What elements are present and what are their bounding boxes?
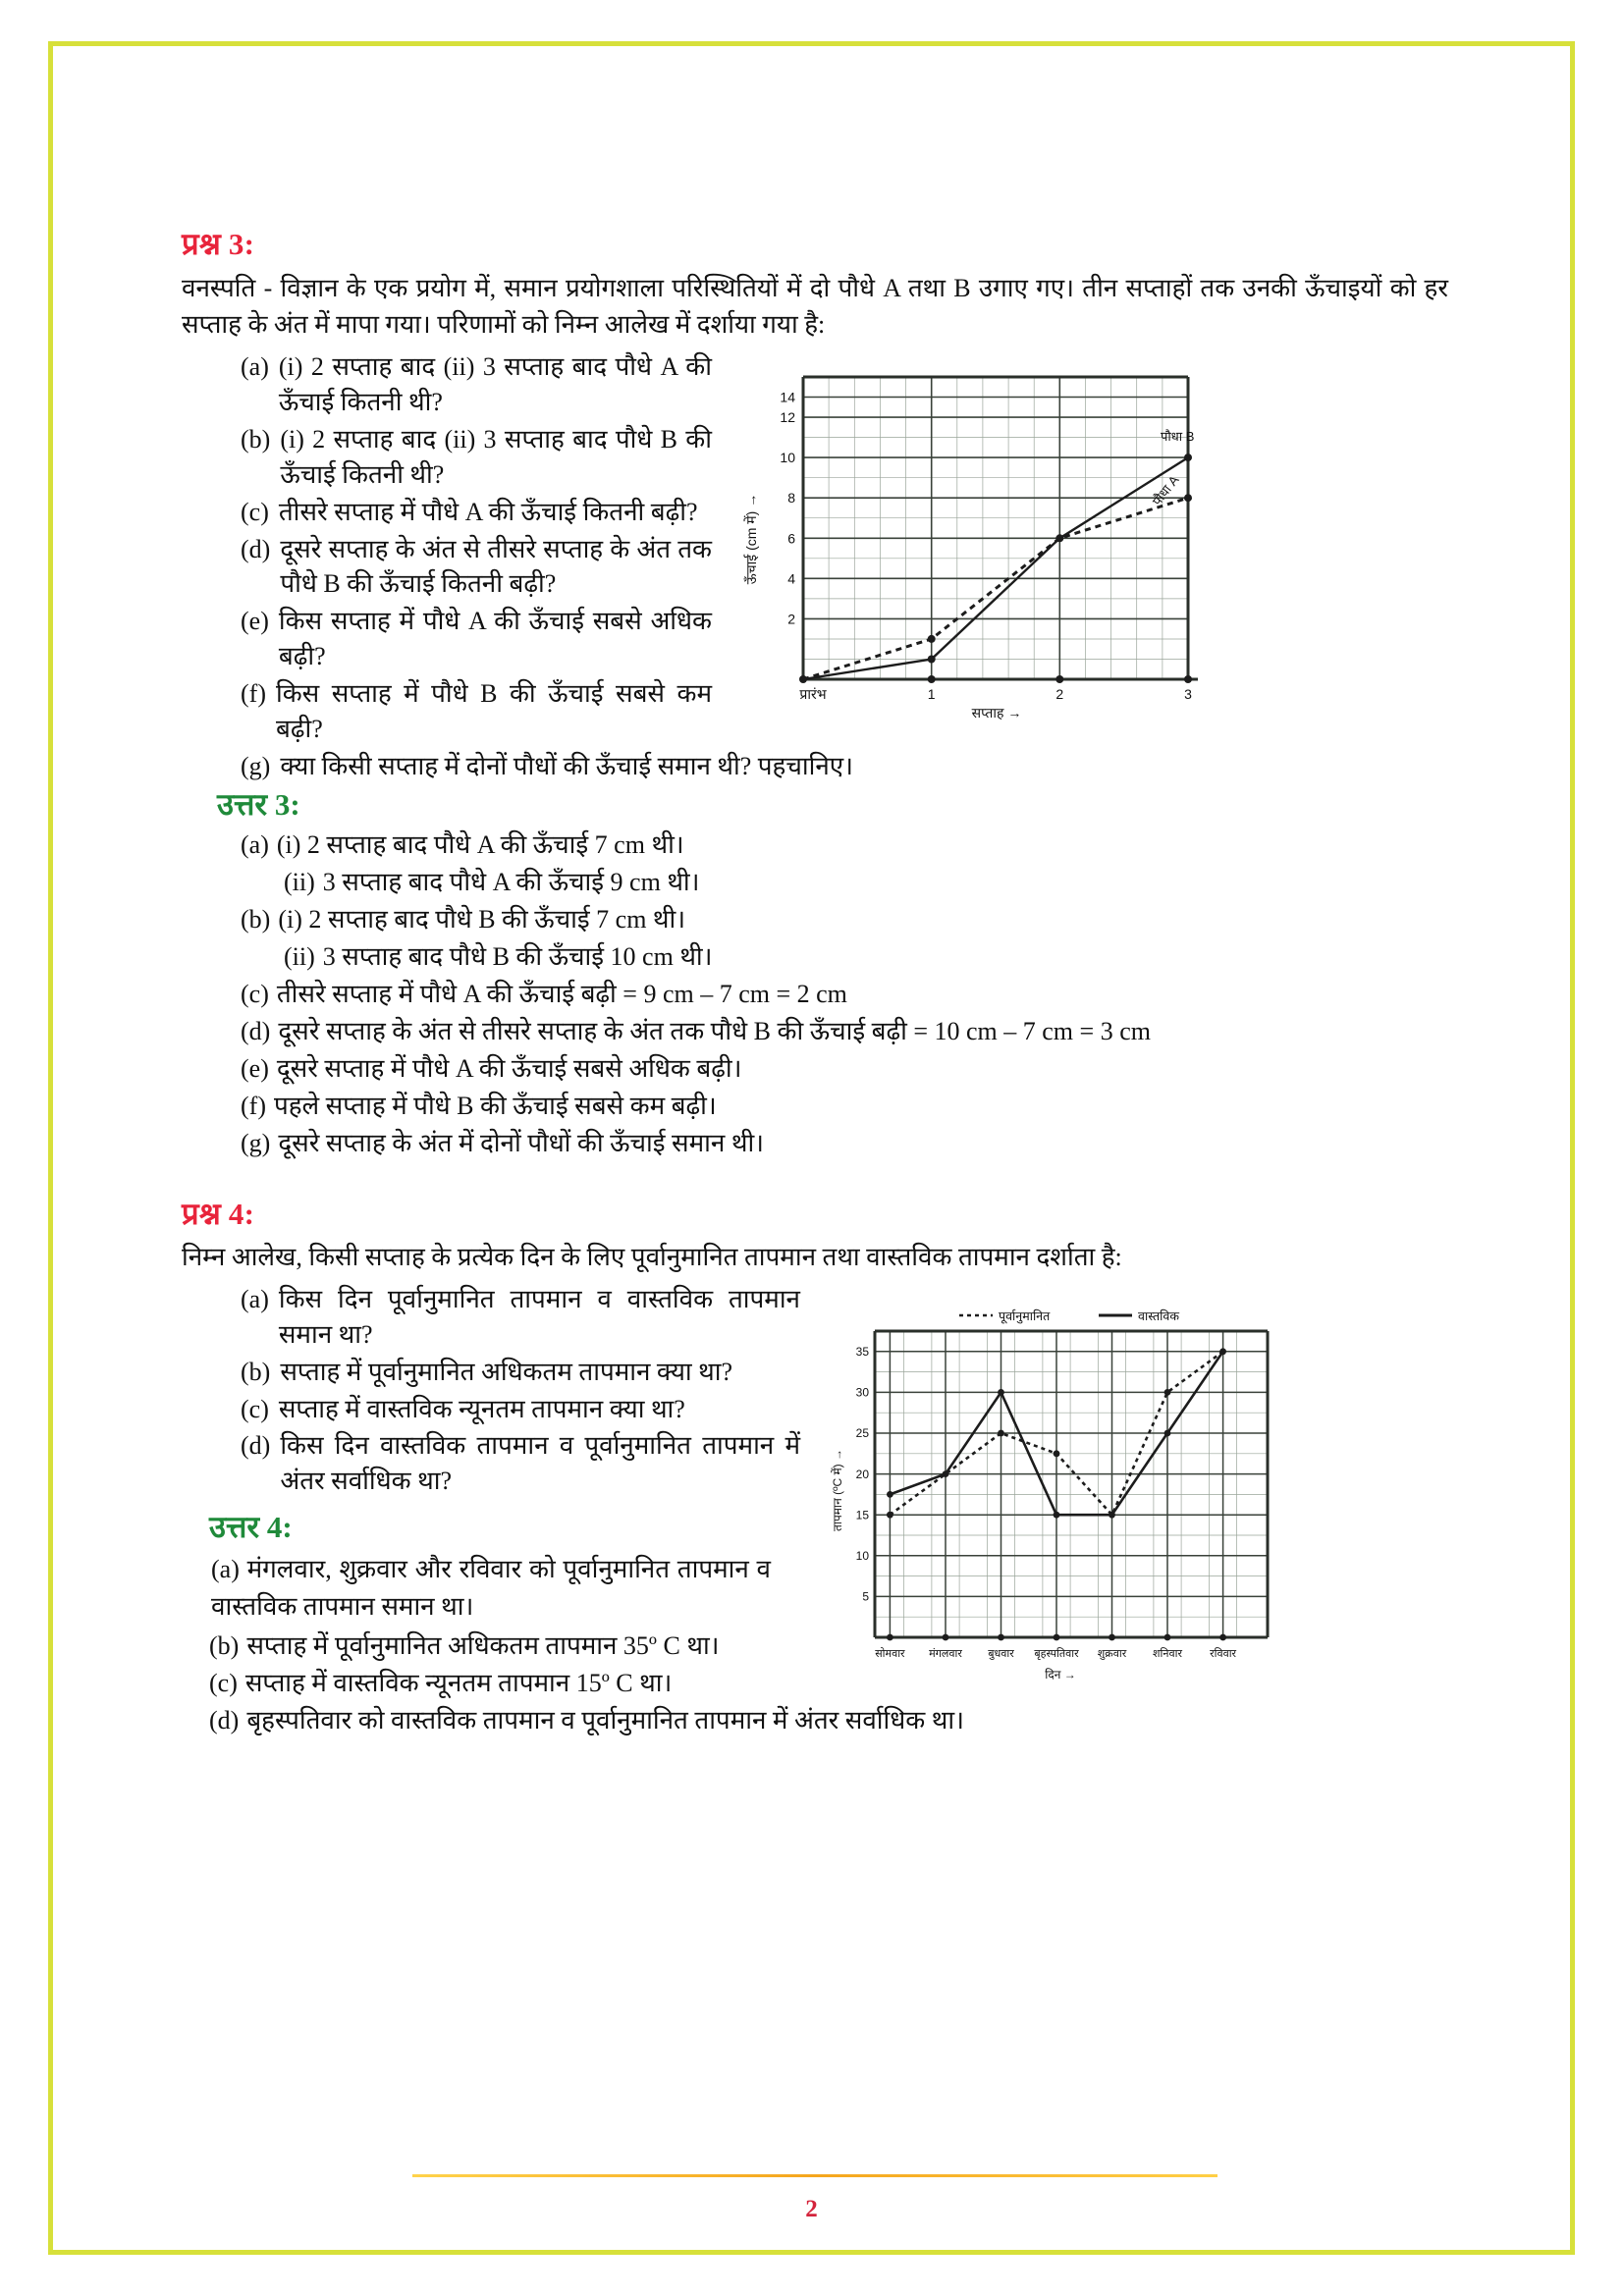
- item-text: दूसरे सप्ताह में पौधे A की ऊँचाई सबसे अधिक बढ़ी।: [276, 1053, 742, 1083]
- svg-text:3: 3: [1184, 686, 1192, 703]
- answer-4-heading: उत्तर 4:: [209, 1510, 293, 1545]
- answer-3-list: [182, 828, 1448, 1161]
- question-3-item: [241, 495, 712, 530]
- temperature-forecast-graph: [820, 1304, 1281, 1691]
- svg-text:1: 1: [927, 686, 936, 703]
- page-content: [182, 226, 1448, 1740]
- question-3-item: [241, 349, 712, 420]
- item-marker: (d): [241, 534, 271, 563]
- svg-text:10: 10: [855, 1548, 869, 1563]
- temperature-forecast-svg: [820, 1304, 1281, 1691]
- svg-text:रविवार: रविवार: [1210, 1647, 1237, 1660]
- item-marker: (g): [241, 751, 271, 780]
- answer-3-item: [241, 977, 1448, 1013]
- svg-text:5: 5: [862, 1589, 869, 1604]
- svg-text:35: 35: [855, 1344, 869, 1359]
- item-text: तीसरे सप्ताह में पौधे A की ऊँचाई कितनी बढ़ी?: [278, 497, 698, 526]
- answer-3-item: [241, 1051, 1448, 1088]
- item-marker: (ii): [284, 942, 315, 972]
- svg-text:25: 25: [855, 1426, 869, 1441]
- answer-4-item: [209, 1703, 1448, 1739]
- graph1-x-axis-title: सप्ताह →: [971, 705, 1022, 721]
- svg-text:12: 12: [780, 409, 795, 426]
- footer-divider: [412, 2174, 1217, 2177]
- svg-text:सोमवार: सोमवार: [875, 1647, 905, 1660]
- svg-text:बुधवार: बुधवार: [988, 1647, 1014, 1660]
- item-text: 3 सप्ताह बाद पौधे B की ऊँचाई 10 cm थी।: [322, 942, 713, 972]
- plant-growth-svg: [727, 367, 1217, 750]
- item-marker: (d): [241, 1431, 271, 1461]
- svg-text:2: 2: [787, 611, 795, 627]
- graph2-axes: [875, 1331, 1268, 1637]
- graph2-major-grid: [875, 1331, 1268, 1637]
- item-marker: (e): [241, 1053, 269, 1083]
- item-text: दूसरे सप्ताह के अंत में दोनों पौधों की ऊँचाई समान थी।: [278, 1128, 765, 1157]
- graph2-minor-grid: [875, 1331, 1268, 1637]
- svg-text:14: 14: [780, 389, 795, 405]
- answer-4-item-a: (a) मंगलवार, शुक्रवार और रविवार को पूर्वानुमानित तापमान व वास्तविक तापमान समान था।: [211, 1554, 771, 1621]
- item-marker: (b): [241, 424, 271, 454]
- answer-3-item: [241, 865, 1448, 901]
- plant-growth-graph: [727, 367, 1217, 750]
- item-marker: (a): [241, 352, 269, 382]
- item-text: किस दिन वास्तविक तापमान व पूर्वानुमानित तापमान में अंतर सर्वाधिक था?: [280, 1431, 800, 1496]
- item-marker: (a): [241, 830, 269, 860]
- graph2-y-axis-title: तापमान (ºC में) →: [831, 1449, 844, 1531]
- item-marker: (ii): [284, 868, 315, 897]
- svg-text:2: 2: [1055, 686, 1064, 703]
- svg-text:प्रारंभ: प्रारंभ: [799, 686, 827, 703]
- answer-3-heading: उत्तर 3:: [217, 786, 300, 822]
- answer-3-item: [241, 828, 1448, 864]
- item-text: सप्ताह में पूर्वानुमानित अधिकतम तापमान क्या था?: [280, 1357, 733, 1386]
- question-3-item: [241, 604, 712, 674]
- series-markers: [799, 454, 1192, 683]
- question-3-heading: प्रश्न 3:: [182, 227, 255, 261]
- item-text: (i) 2 सप्ताह बाद पौधे B की ऊँचाई 7 cm थी।: [278, 905, 686, 934]
- graph2-x-tick-labels: [875, 1647, 1236, 1660]
- item-text: (i) 2 सप्ताह बाद (ii) 3 सप्ताह बाद पौधे A की ऊँचाई कितनी थी?: [278, 352, 712, 416]
- svg-text:10: 10: [780, 450, 795, 466]
- legend-label-actual: वास्तविक: [1138, 1308, 1179, 1323]
- question-3-item: [241, 422, 712, 493]
- legend-label-forecast: पूर्वानुमानित: [999, 1308, 1051, 1323]
- item-marker: (a): [241, 1284, 269, 1313]
- series-plant-a-line: [803, 498, 1188, 679]
- question-4-item: [241, 1392, 800, 1427]
- item-text: किस दिन पूर्वानुमानित तापमान व वास्तविक तापमान समान था?: [278, 1284, 800, 1349]
- item-text: बृहस्पतिवार को वास्तविक तापमान व पूर्वानुमानित तापमान में अंतर सर्वाधिक था।: [246, 1706, 964, 1735]
- graph1-y-axis-title: ऊँचाई (cm में) →: [743, 493, 759, 585]
- item-text: किस सप्ताह में पौधे A की ऊँचाई सबसे अधिक बढ़ी?: [278, 607, 712, 671]
- graph2-x-axis-title: दिन →: [1045, 1667, 1076, 1682]
- series-label-plant-b: पौधा B: [1161, 429, 1195, 445]
- item-text: पहले सप्ताह में पौधे B की ऊँचाई सबसे कम बढ़ी।: [273, 1091, 717, 1120]
- item-marker: (f): [241, 679, 266, 708]
- item-marker: (f): [241, 1091, 266, 1120]
- item-text: क्या किसी सप्ताह में दोनों पौधों की ऊँचाई समान थी? पहचानिए।: [280, 751, 853, 780]
- item-marker: (b): [209, 1631, 240, 1661]
- question-3-item: [241, 749, 1448, 784]
- answer-3-item: [241, 1014, 1448, 1050]
- question-4-heading: प्रश्न 4:: [182, 1196, 255, 1231]
- answer-3-item: [241, 902, 1448, 938]
- answer-3-item: [241, 939, 1448, 976]
- series-plant-b-line: [803, 457, 1188, 679]
- graph1-minor-grid: [803, 377, 1188, 679]
- graph2-legend: [959, 1308, 1179, 1324]
- item-marker: (e): [241, 607, 269, 636]
- graph1-x-tick-labels: [799, 686, 1192, 702]
- item-text: किस सप्ताह में पौधे B की ऊँचाई सबसे कम बढ़ी?: [275, 679, 712, 743]
- item-text: तीसरे सप्ताह में पौधे A की ऊँचाई बढ़ी = 9 cm – 7 cm = 2 cm: [276, 980, 847, 1008]
- item-marker: (d): [209, 1706, 240, 1735]
- item-text: सप्ताह में वास्तविक न्यूनतम तापमान क्या था?: [278, 1394, 685, 1423]
- graph1-major-grid: [803, 377, 1188, 679]
- item-marker: (c): [241, 980, 269, 1008]
- answer-3-item: [241, 1089, 1448, 1125]
- svg-text:शनिवार: शनिवार: [1153, 1647, 1182, 1660]
- graph1-y-tick-labels: [780, 390, 795, 627]
- item-marker: (b): [241, 1357, 271, 1386]
- svg-text:8: 8: [787, 490, 795, 507]
- graph2-y-tick-labels: [856, 1345, 870, 1604]
- svg-text:मंगलवार: मंगलवार: [929, 1647, 962, 1660]
- svg-text:15: 15: [855, 1508, 869, 1522]
- question-4-intro: निम्न आलेख, किसी सप्ताह के प्रत्येक दिन के लिए पूर्वानुमानित तापमान तथा वास्तविक तापमान दर्शाता है:: [182, 1243, 1122, 1272]
- question-3-block: [182, 349, 1448, 784]
- question-4-item: [241, 1428, 800, 1499]
- question-3-item: [241, 532, 712, 603]
- item-text: दूसरे सप्ताह के अंत से तीसरे सप्ताह के अंत तक पौधे B की ऊँचाई बढ़ी = 10 cm – 7 cm = 3 cm: [278, 1016, 1151, 1045]
- item-text: (i) 2 सप्ताह बाद (ii) 3 सप्ताह बाद पौधे B की ऊँचाई कितनी थी?: [280, 424, 712, 489]
- item-marker: (b): [241, 905, 271, 934]
- question-4-block: [182, 1282, 1448, 1739]
- series-label-plant-a: पौधा A: [1149, 472, 1182, 508]
- item-text: सप्ताह में वास्तविक न्यूनतम तापमान 15º C था।: [244, 1669, 673, 1698]
- question-4-item: [241, 1355, 800, 1390]
- item-text: (i) 2 सप्ताह बाद पौधे A की ऊँचाई 7 cm थी।: [276, 830, 684, 860]
- svg-text:बृहस्पतिवार: बृहस्पतिवार: [1034, 1647, 1079, 1660]
- item-text: दूसरे सप्ताह के अंत से तीसरे सप्ताह के अंत तक पौधे B की ऊँचाई कितनी बढ़ी?: [280, 534, 712, 599]
- svg-text:शुक्रवार: शुक्रवार: [1097, 1647, 1127, 1660]
- svg-text:20: 20: [855, 1467, 869, 1481]
- page-number: 2: [805, 2196, 818, 2222]
- item-marker: (g): [241, 1128, 271, 1157]
- question-4-item: [241, 1282, 800, 1353]
- item-marker: (c): [241, 1394, 269, 1423]
- answer-3-item: [241, 1126, 1448, 1162]
- svg-text:6: 6: [787, 530, 795, 547]
- item-marker: (d): [241, 1016, 271, 1045]
- svg-text:4: 4: [787, 570, 795, 587]
- item-marker: (c): [209, 1669, 238, 1698]
- graph1-axes: [803, 377, 1198, 679]
- item-text: 3 सप्ताह बाद पौधे A की ऊँचाई 9 cm थी।: [322, 868, 700, 897]
- question-3-intro: वनस्पति - विज्ञान के एक प्रयोग में, समान प्रयोगशाला परिस्थितियों में दो पौधे A तथा B उगाए गए। तीन सप्ताहों तक उनकी ऊँचाइयों को हर सप्ताह के अंत में मापा गया। परिणामों को निम्न आलेख में दर्शाया गया है:: [182, 273, 1448, 340]
- question-3-item: [241, 676, 712, 747]
- item-marker: (c): [241, 497, 269, 526]
- item-text: सप्ताह में पूर्वानुमानित अधिकतम तापमान 35º C था।: [246, 1631, 720, 1661]
- svg-text:30: 30: [855, 1385, 869, 1400]
